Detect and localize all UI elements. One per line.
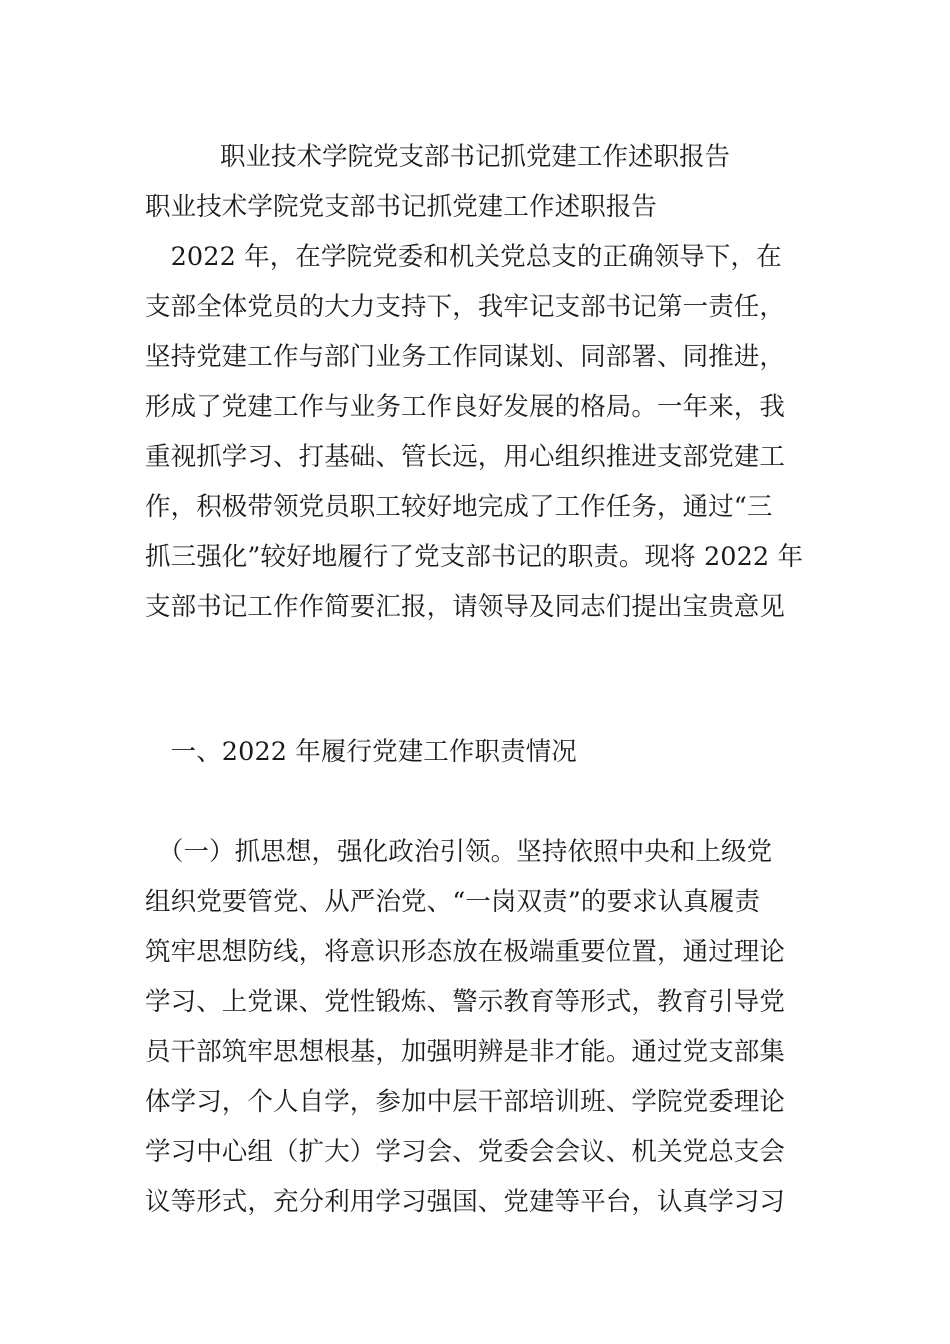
section-line-5: 员干部筑牢思想根基，加强明辨是非才能。通过党支部集 [145, 1037, 786, 1067]
intro-line-2: 支部全体党员的大力支持下，我牢记支部书记第一责任， [145, 292, 786, 322]
section-line-6: 体学习，个人自学，参加中层干部培训班、学院党委理论 [145, 1087, 786, 1117]
document-title: 职业技术学院党支部书记抓党建工作述职报告 [220, 142, 731, 172]
section-line-3: 筑牢思想防线，将意识形态放在极端重要位置，通过理论 [145, 937, 786, 967]
intro-line-1: 2022 年，在学院党委和机关党总支的正确领导下，在 [145, 242, 782, 272]
intro-line-7: 抓三强化”较好地履行了党支部书记的职责。现将 2022 年 [145, 542, 804, 572]
section-line-8: 议等形式，充分利用学习强国、党建等平台，认真学习习 [145, 1187, 786, 1217]
section-line-4: 学习、上党课、党性锻炼、警示教育等形式，教育引导党 [145, 987, 786, 1017]
section-line-2: 组织党要管党、从严治党、“一岗双责”的要求认真履责 [145, 887, 761, 917]
section-heading: 一、2022 年履行党建工作职责情况 [145, 737, 577, 767]
document-subtitle: 职业技术学院党支部书记抓党建工作述职报告 [145, 192, 658, 222]
intro-line-3: 坚持党建工作与部门业务工作同谋划、同部署、同推进， [145, 342, 786, 372]
intro-line-6: 作，积极带领党员职工较好地完成了工作任务，通过“三 [145, 492, 773, 522]
intro-line-8: 支部书记工作作简要汇报，请领导及同志们提出宝贵意见 [145, 592, 786, 622]
intro-line-5: 重视抓学习、打基础、管长远，用心组织推进支部党建工 [145, 442, 786, 472]
section-line-7: 学习中心组（扩大）学习会、党委会会议、机关党总支会 [145, 1137, 786, 1167]
section-line-1: （一）抓思想，强化政治引领。坚持依照中央和上级党 [145, 837, 773, 867]
intro-line-4: 形成了党建工作与业务工作良好发展的格局。一年来，我 [145, 392, 786, 422]
